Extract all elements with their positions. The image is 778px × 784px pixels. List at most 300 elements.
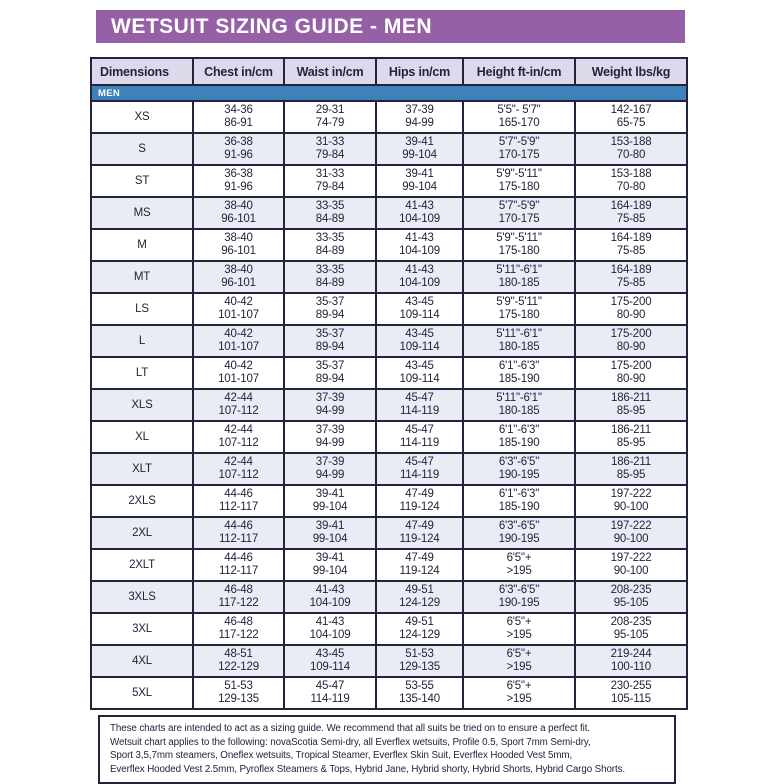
- data-cell: [463, 485, 575, 517]
- cell-value: 38-40: [224, 264, 253, 276]
- cell-value: 43-45: [315, 648, 345, 660]
- column-header: Waist in/cm: [284, 58, 376, 85]
- cell-value: 170-175: [498, 213, 540, 225]
- data-cell: [376, 165, 463, 197]
- cell-value: 5'9"-5'11": [496, 296, 542, 308]
- data-cell: [284, 549, 376, 581]
- cell-value: 36-38: [224, 136, 253, 148]
- data-cell: [284, 229, 376, 261]
- size-label: 5XL: [91, 677, 193, 709]
- data-cell: [575, 101, 687, 133]
- data-cell: [284, 453, 376, 485]
- cell-value: 70-80: [616, 149, 646, 161]
- cell-value: 45-47: [405, 456, 434, 468]
- cell-value: 114-119: [399, 469, 440, 481]
- footer-line: Wetsuit chart applies to the following: novaScotia Semi-dry, all Everflex wetsuits, Profile 0.5, Sport 7mm Semi-dry,: [110, 736, 591, 748]
- data-cell: [376, 517, 463, 549]
- cell-value: >195: [506, 661, 532, 673]
- data-cell: [284, 645, 376, 677]
- cell-value: 6'5"+: [506, 552, 532, 564]
- cell-value: 45-47: [405, 392, 434, 404]
- cell-value: 94-99: [315, 437, 345, 449]
- cell-value: 107-112: [218, 405, 259, 417]
- cell-value: 180-185: [498, 277, 540, 289]
- size-label: 2XL: [91, 517, 193, 549]
- data-cell: [193, 261, 284, 293]
- cell-value: 119-124: [399, 533, 440, 545]
- cell-value: 104-109: [399, 213, 440, 225]
- data-cell: [284, 485, 376, 517]
- cell-value: 109-114: [399, 309, 440, 321]
- cell-value: 6'5"+: [506, 648, 532, 660]
- data-cell: [376, 549, 463, 581]
- data-cell: [575, 133, 687, 165]
- cell-value: 175-180: [498, 181, 540, 193]
- table-row: [91, 261, 687, 293]
- cell-value: >195: [506, 629, 532, 641]
- cell-value: 164-189: [610, 200, 652, 212]
- table-row: [91, 229, 687, 261]
- cell-value: 90-100: [613, 565, 649, 577]
- data-cell: [463, 293, 575, 325]
- data-cell: [376, 645, 463, 677]
- data-cell: [193, 389, 284, 421]
- cell-value: 46-48: [224, 584, 253, 596]
- cell-value: 6'1"-6'3": [498, 360, 540, 372]
- cell-value: 38-40: [224, 232, 253, 244]
- cell-value: 84-89: [315, 213, 345, 225]
- data-cell: [376, 197, 463, 229]
- data-cell: [284, 677, 376, 709]
- cell-value: 175-200: [610, 296, 652, 308]
- table-row: [91, 517, 687, 549]
- cell-value: 80-90: [616, 309, 646, 321]
- data-cell: [193, 293, 284, 325]
- cell-value: 45-47: [405, 424, 434, 436]
- cell-value: 39-41: [315, 520, 345, 532]
- table-row: [91, 421, 687, 453]
- cell-value: 5'7"-5'9": [498, 200, 540, 212]
- footer-line: These charts are intended to act as a sizing guide. We recommend that all suits be tried on to ensure a perfect fit.: [110, 723, 590, 734]
- data-cell: [376, 613, 463, 645]
- cell-value: 112-117: [218, 501, 259, 513]
- cell-value: 79-84: [315, 149, 345, 161]
- column-header: Dimensions: [91, 58, 193, 85]
- cell-value: 185-190: [498, 501, 540, 513]
- sizing-table: [90, 57, 688, 710]
- data-cell: [284, 581, 376, 613]
- cell-value: 70-80: [616, 181, 646, 193]
- data-cell: [193, 677, 284, 709]
- data-cell: [284, 101, 376, 133]
- cell-value: 153-188: [610, 136, 652, 148]
- data-cell: [463, 229, 575, 261]
- data-cell: [575, 229, 687, 261]
- cell-value: 47-49: [405, 520, 434, 532]
- table-row: [91, 453, 687, 485]
- cell-value: 6'3"-6'5": [498, 520, 540, 532]
- size-label: ST: [91, 165, 193, 197]
- cell-value: 107-112: [218, 469, 259, 481]
- data-cell: [193, 421, 284, 453]
- cell-value: 230-255: [610, 680, 652, 692]
- cell-value: 85-95: [616, 437, 646, 449]
- data-cell: [193, 165, 284, 197]
- data-cell: [463, 453, 575, 485]
- data-cell: [193, 549, 284, 581]
- cell-value: 119-124: [399, 501, 440, 513]
- cell-value: 39-41: [405, 136, 434, 148]
- cell-value: 186-211: [611, 456, 651, 468]
- cell-value: 190-195: [498, 597, 540, 609]
- size-label: XS: [91, 101, 193, 133]
- cell-value: 40-42: [224, 328, 253, 340]
- cell-value: 35-37: [315, 328, 345, 340]
- cell-value: 37-39: [315, 392, 345, 404]
- cell-value: 31-33: [315, 168, 345, 180]
- data-cell: [575, 517, 687, 549]
- cell-value: 104-109: [309, 629, 351, 641]
- table-row: [91, 549, 687, 581]
- data-cell: [575, 357, 687, 389]
- cell-value: 44-46: [224, 488, 253, 500]
- data-cell: [284, 293, 376, 325]
- table-body: [91, 85, 687, 709]
- data-cell: [376, 229, 463, 261]
- cell-value: 40-42: [224, 296, 253, 308]
- size-label: MT: [91, 261, 193, 293]
- data-cell: [193, 229, 284, 261]
- cell-value: 29-31: [315, 104, 345, 116]
- data-cell: [575, 421, 687, 453]
- cell-value: 85-95: [616, 405, 646, 417]
- cell-value: 48-51: [224, 648, 253, 660]
- data-cell: [284, 357, 376, 389]
- cell-value: 208-235: [610, 616, 652, 628]
- data-cell: [284, 197, 376, 229]
- cell-value: 109-114: [399, 373, 440, 385]
- cell-value: 96-101: [221, 245, 256, 257]
- cell-value: 37-39: [315, 456, 345, 468]
- data-cell: [284, 421, 376, 453]
- cell-value: 219-244: [610, 648, 652, 660]
- cell-value: 129-135: [218, 693, 259, 705]
- data-cell: [575, 197, 687, 229]
- cell-value: 170-175: [498, 149, 540, 161]
- section-label: MEN: [91, 85, 687, 101]
- cell-value: 49-51: [405, 584, 434, 596]
- data-cell: [575, 165, 687, 197]
- cell-value: 208-235: [610, 584, 652, 596]
- size-label: LS: [91, 293, 193, 325]
- table-row: [91, 325, 687, 357]
- cell-value: >195: [506, 693, 532, 705]
- cell-value: 80-90: [616, 373, 646, 385]
- cell-value: 197-222: [610, 552, 652, 564]
- cell-value: 109-114: [310, 661, 350, 673]
- data-cell: [284, 517, 376, 549]
- size-label: M: [91, 229, 193, 261]
- table-row: [91, 485, 687, 517]
- cell-value: 34-36: [224, 104, 253, 116]
- cell-value: 75-85: [616, 277, 646, 289]
- data-cell: [575, 677, 687, 709]
- size-label: XLT: [91, 453, 193, 485]
- cell-value: 185-190: [498, 437, 540, 449]
- table-row: [91, 389, 687, 421]
- data-cell: [575, 613, 687, 645]
- cell-value: 65-75: [616, 117, 646, 129]
- cell-value: 79-84: [315, 181, 345, 193]
- title-bar: [96, 10, 685, 43]
- column-header: Chest in/cm: [193, 58, 284, 85]
- cell-value: 117-122: [218, 629, 259, 641]
- table-row: [91, 133, 687, 165]
- cell-value: 39-41: [315, 488, 345, 500]
- data-cell: [193, 581, 284, 613]
- data-cell: [284, 325, 376, 357]
- cell-value: 197-222: [610, 520, 652, 532]
- cell-value: 36-38: [224, 168, 253, 180]
- data-cell: [463, 421, 575, 453]
- cell-value: 105-115: [611, 693, 651, 705]
- data-cell: [575, 645, 687, 677]
- cell-value: 89-94: [315, 309, 345, 321]
- cell-value: 175-200: [610, 328, 652, 340]
- header-row: [91, 58, 687, 85]
- cell-value: 186-211: [611, 424, 651, 436]
- cell-value: 75-85: [616, 245, 646, 257]
- data-cell: [463, 357, 575, 389]
- data-cell: [376, 485, 463, 517]
- data-cell: [193, 325, 284, 357]
- data-cell: [463, 677, 575, 709]
- data-cell: [463, 133, 575, 165]
- data-cell: [193, 453, 284, 485]
- table-row: [91, 581, 687, 613]
- cell-value: >195: [506, 565, 532, 577]
- cell-value: 41-43: [405, 232, 434, 244]
- data-cell: [575, 549, 687, 581]
- cell-value: 96-101: [221, 213, 256, 225]
- size-label: MS: [91, 197, 193, 229]
- cell-value: 101-107: [218, 341, 259, 353]
- cell-value: 107-112: [218, 437, 259, 449]
- data-cell: [193, 101, 284, 133]
- cell-value: 51-53: [224, 680, 253, 692]
- cell-value: 95-105: [613, 629, 649, 641]
- data-cell: [575, 293, 687, 325]
- cell-value: 164-189: [610, 232, 652, 244]
- data-cell: [376, 357, 463, 389]
- size-label: 2XLT: [91, 549, 193, 581]
- cell-value: 109-114: [399, 341, 440, 353]
- data-cell: [463, 517, 575, 549]
- data-cell: [463, 325, 575, 357]
- cell-value: 96-101: [221, 277, 256, 289]
- data-cell: [463, 389, 575, 421]
- column-header: Hips in/cm: [376, 58, 463, 85]
- cell-value: 35-37: [315, 360, 345, 372]
- cell-value: 90-100: [613, 533, 649, 545]
- cell-value: 6'5"+: [506, 680, 532, 692]
- cell-value: 42-44: [224, 392, 253, 404]
- data-cell: [463, 549, 575, 581]
- cell-value: 197-222: [610, 488, 652, 500]
- data-cell: [575, 581, 687, 613]
- cell-value: 33-35: [315, 232, 345, 244]
- cell-value: 165-170: [498, 117, 540, 129]
- data-cell: [193, 645, 284, 677]
- data-cell: [193, 517, 284, 549]
- table-row: [91, 677, 687, 709]
- data-cell: [284, 165, 376, 197]
- cell-value: 5'7"-5'9": [498, 136, 540, 148]
- data-cell: [463, 613, 575, 645]
- cell-value: 49-51: [405, 616, 434, 628]
- cell-value: 74-79: [315, 117, 345, 129]
- cell-value: 91-96: [224, 181, 253, 193]
- table-row: [91, 197, 687, 229]
- size-label: XL: [91, 421, 193, 453]
- cell-value: 6'3"-6'5": [498, 456, 540, 468]
- cell-value: 5'11"-6'1": [496, 392, 542, 404]
- cell-value: 42-44: [224, 424, 253, 436]
- data-cell: [376, 389, 463, 421]
- cell-value: 84-89: [315, 277, 345, 289]
- cell-value: 90-100: [613, 501, 649, 513]
- data-cell: [284, 133, 376, 165]
- cell-value: 35-37: [315, 296, 345, 308]
- cell-value: 46-48: [224, 616, 253, 628]
- cell-value: 124-129: [399, 629, 440, 641]
- cell-value: 164-189: [610, 264, 652, 276]
- page-title: WETSUIT SIZING GUIDE - MEN: [111, 14, 432, 38]
- cell-value: 129-135: [399, 661, 440, 673]
- size-label: 3XL: [91, 613, 193, 645]
- cell-value: 112-117: [218, 565, 259, 577]
- cell-value: 119-124: [399, 565, 440, 577]
- data-cell: [284, 389, 376, 421]
- cell-value: 124-129: [399, 597, 440, 609]
- data-cell: [463, 101, 575, 133]
- cell-value: 33-35: [315, 264, 345, 276]
- cell-value: 100-110: [611, 661, 651, 673]
- cell-value: 114-119: [310, 693, 350, 705]
- data-cell: [463, 261, 575, 293]
- data-cell: [463, 197, 575, 229]
- cell-value: 45-47: [315, 680, 345, 692]
- cell-value: 112-117: [218, 533, 259, 545]
- cell-value: 180-185: [498, 341, 540, 353]
- cell-value: 40-42: [224, 360, 253, 372]
- cell-value: 43-45: [405, 328, 434, 340]
- cell-value: 153-188: [610, 168, 652, 180]
- cell-value: 94-99: [405, 117, 434, 129]
- cell-value: 85-95: [616, 469, 646, 481]
- data-cell: [575, 453, 687, 485]
- data-cell: [463, 165, 575, 197]
- data-cell: [575, 485, 687, 517]
- footer-note: [98, 715, 676, 784]
- cell-value: 89-94: [315, 373, 345, 385]
- cell-value: 95-105: [613, 597, 649, 609]
- cell-value: 86-91: [224, 117, 253, 129]
- cell-value: 91-96: [224, 149, 253, 161]
- cell-value: 43-45: [405, 360, 434, 372]
- cell-value: 47-49: [405, 488, 434, 500]
- cell-value: 5'9"-5'11": [496, 168, 542, 180]
- cell-value: 6'5"+: [506, 616, 532, 628]
- data-cell: [376, 421, 463, 453]
- data-cell: [376, 581, 463, 613]
- cell-value: 99-104: [312, 565, 348, 577]
- data-cell: [575, 261, 687, 293]
- cell-value: 175-180: [498, 245, 540, 257]
- data-cell: [463, 645, 575, 677]
- cell-value: 180-185: [498, 405, 540, 417]
- table-row: [91, 645, 687, 677]
- data-cell: [376, 677, 463, 709]
- cell-value: 185-190: [498, 373, 540, 385]
- data-cell: [376, 453, 463, 485]
- cell-value: 94-99: [315, 469, 345, 481]
- column-header: Weight lbs/kg: [575, 58, 687, 85]
- cell-value: 38-40: [224, 200, 253, 212]
- size-label: S: [91, 133, 193, 165]
- footer-line: Sport 3,5,7mm steamers, Oneflex wetsuits, Tropical Steamer, Everflex Skin Suit, Everflex Hooded Vest 5mm,: [110, 750, 573, 761]
- cell-value: 44-46: [224, 520, 253, 532]
- data-cell: [463, 581, 575, 613]
- cell-value: 6'3"-6'5": [498, 584, 540, 596]
- cell-value: 101-107: [218, 373, 259, 385]
- data-cell: [376, 133, 463, 165]
- cell-value: 122-129: [218, 661, 259, 673]
- cell-value: 117-122: [218, 597, 259, 609]
- cell-value: 37-39: [405, 104, 434, 116]
- cell-value: 104-109: [399, 245, 440, 257]
- data-cell: [193, 613, 284, 645]
- cell-value: 6'1"-6'3": [498, 488, 540, 500]
- section-row: [91, 85, 687, 101]
- cell-value: 33-35: [315, 200, 345, 212]
- data-cell: [284, 613, 376, 645]
- cell-value: 99-104: [312, 501, 348, 513]
- column-header: Height ft-in/cm: [463, 58, 575, 85]
- cell-value: 190-195: [498, 533, 540, 545]
- data-cell: [193, 485, 284, 517]
- cell-value: 5'11"-6'1": [496, 328, 542, 340]
- data-cell: [193, 133, 284, 165]
- cell-value: 41-43: [315, 616, 345, 628]
- size-label: 3XLS: [91, 581, 193, 613]
- data-cell: [193, 357, 284, 389]
- data-cell: [376, 325, 463, 357]
- cell-value: 44-46: [224, 552, 253, 564]
- cell-value: 89-94: [315, 341, 345, 353]
- cell-value: 99-104: [402, 149, 437, 161]
- cell-value: 101-107: [218, 309, 259, 321]
- cell-value: 99-104: [402, 181, 437, 193]
- cell-value: 190-195: [498, 469, 540, 481]
- cell-value: 104-109: [399, 277, 440, 289]
- cell-value: 135-140: [399, 693, 440, 705]
- footer-line: Everflex Hooded Vest 2.5mm, Pyroflex Steamers & Tops, Hybrid Jane, Hybrid shorty, Hybrid Shorts, Hybrid Cargo Shorts.: [110, 763, 626, 775]
- cell-value: 31-33: [315, 136, 345, 148]
- cell-value: 114-119: [399, 437, 440, 449]
- cell-value: 53-55: [405, 680, 434, 692]
- cell-value: 41-43: [315, 584, 345, 596]
